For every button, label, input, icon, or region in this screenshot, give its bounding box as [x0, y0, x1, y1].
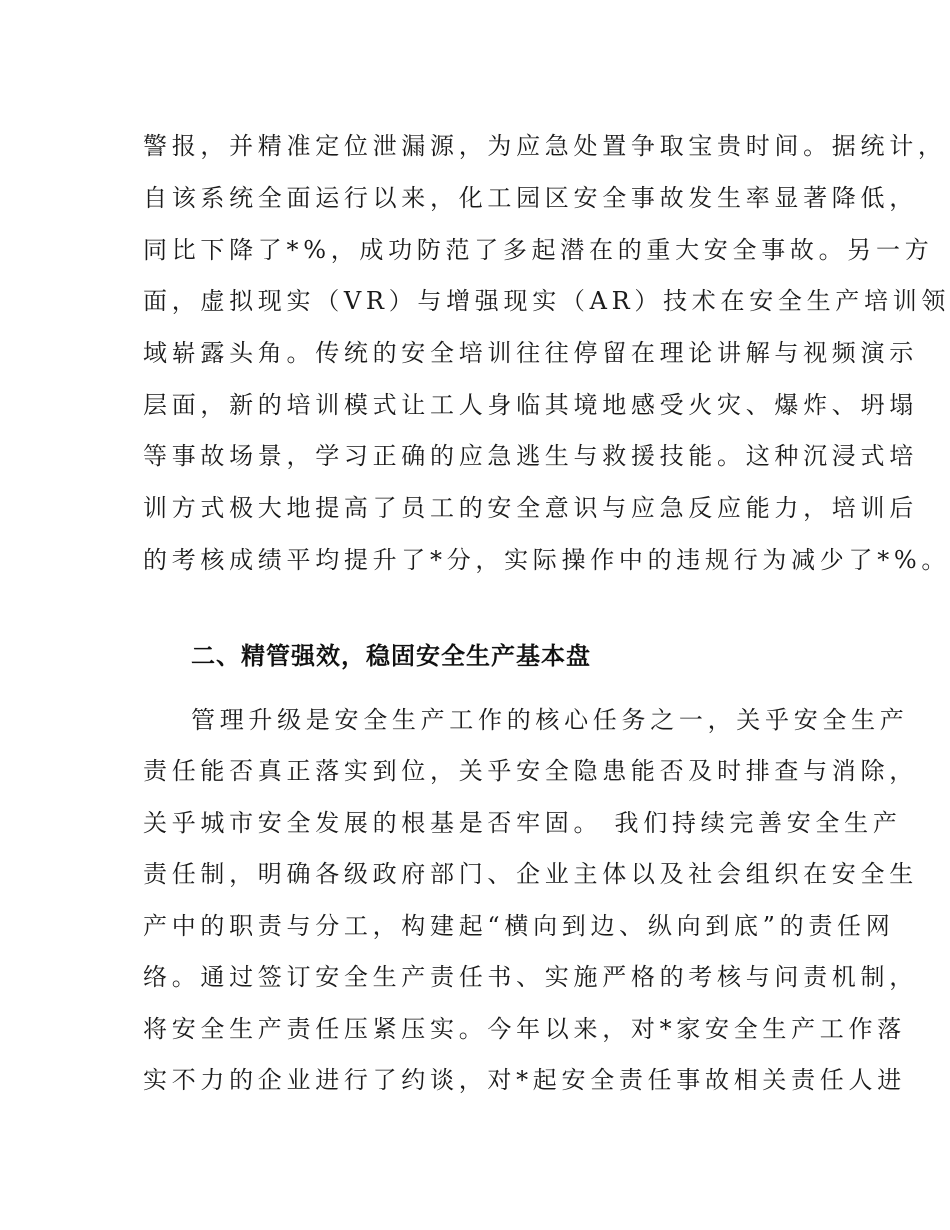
paragraph-1-line-1: 警报，并精准定位泄漏源，为应急处置争取宝贵时间。据统计， [143, 132, 947, 160]
paragraph-1-line-6: 层面，新的培训模式让工人身临其境地感受火灾、爆炸、坍塌 [143, 391, 918, 419]
paragraph-2-line-5: 产中的职责与分工，构建起“横向到边、纵向到底”的责任网 [143, 912, 895, 940]
section-2-heading: 二、精管强效，稳固安全生产基本盘 [191, 642, 591, 670]
paragraph-2-line-4: 责任制，明确各级政府部门、企业主体以及社会组织在安全生 [143, 860, 918, 888]
paragraph-1-line-7: 等事故场景，学习正确的应急逃生与救援技能。这种沉浸式培 [143, 442, 918, 470]
paragraph-1-line-8: 训方式极大地提高了员工的安全意识与应急反应能力，培训后 [143, 494, 918, 522]
paragraph-1-line-4: 面，虚拟现实（VR）与增强现实（AR）技术在安全生产培训领 [143, 287, 950, 315]
paragraph-1-line-9: 的考核成绩平均提升了*分，实际操作中的违规行为减少了*%。 [143, 546, 950, 574]
paragraph-2-line-3: 关乎城市安全发展的根基是否牢固。 我们持续完善安全生产 [143, 809, 902, 837]
paragraph-1-line-3: 同比下降了*%，成功防范了多起潜在的重大安全事故。另一方 [143, 236, 934, 264]
paragraph-1-line-5: 域崭露头角。传统的安全培训往往停留在理论讲解与视频演示 [143, 339, 918, 367]
paragraph-2-line-2: 责任能否真正落实到位，关乎安全隐患能否及时排查与消除， [143, 757, 918, 785]
paragraph-1-line-2: 自该系统全面运行以来，化工园区安全事故发生率显著降低， [143, 184, 918, 212]
paragraph-2-line-6: 络。通过签订安全生产责任书、实施严格的考核与问责机制， [143, 963, 918, 991]
paragraph-2-line-7: 将安全生产责任压紧压实。今年以来，对*家安全生产工作落 [143, 1015, 906, 1043]
paragraph-2-line-1: 管理升级是安全生产工作的核心任务之一，关乎安全生产 [191, 706, 909, 734]
paragraph-2-line-8: 实不力的企业进行了约谈，对*起安全责任事故相关责任人进 [143, 1066, 906, 1094]
